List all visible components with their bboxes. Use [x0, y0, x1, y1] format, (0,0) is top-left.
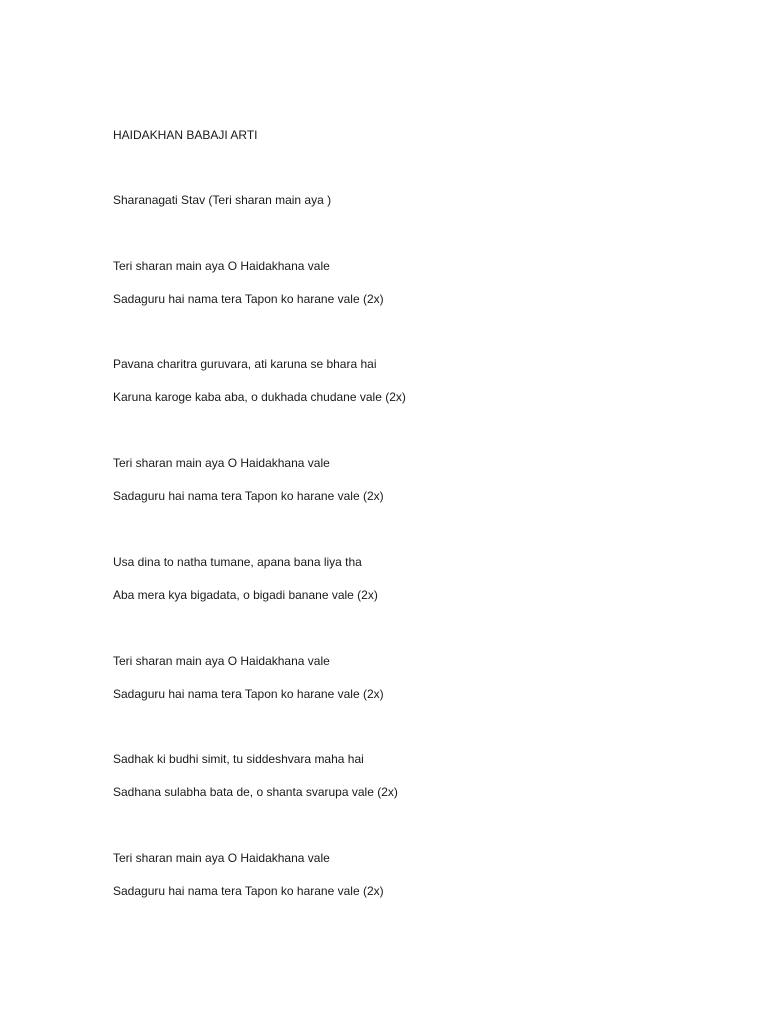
document-subtitle: Sharanagati Stav (Teri sharan main aya ) [113, 193, 332, 207]
verse-line: Teri sharan main aya O Haidakhana vale [113, 259, 330, 273]
verse-line: Pavana charitra guruvara, ati karuna se bhara hai [113, 357, 377, 371]
verse-line: Teri sharan main aya O Haidakhana vale [113, 456, 330, 470]
document-title: HAIDAKHAN BABAJI ARTI [113, 128, 258, 142]
verse-line: Sadaguru hai nama tera Tapon ko harane vale (2x) [113, 292, 384, 306]
verse-line: Teri sharan main aya O Haidakhana vale [113, 654, 330, 668]
verse-line: Sadaguru hai nama tera Tapon ko harane vale (2x) [113, 687, 384, 701]
verse-line: Sadaguru hai nama tera Tapon ko harane vale (2x) [113, 884, 384, 898]
verse-line: Sadaguru hai nama tera Tapon ko harane vale (2x) [113, 489, 384, 503]
verse-line: Usa dina to natha tumane, apana bana liya tha [113, 555, 362, 569]
verse-line: Sadhana sulabha bata de, o shanta svarupa vale (2x) [113, 785, 398, 799]
verse-line: Aba mera kya bigadata, o bigadi banane vale (2x) [113, 588, 378, 602]
verse-line: Sadhak ki budhi simit, tu siddeshvara maha hai [113, 752, 364, 766]
verse-line: Teri sharan main aya O Haidakhana vale [113, 851, 330, 865]
verse-line: Karuna karoge kaba aba, o dukhada chudane vale (2x) [113, 390, 406, 404]
